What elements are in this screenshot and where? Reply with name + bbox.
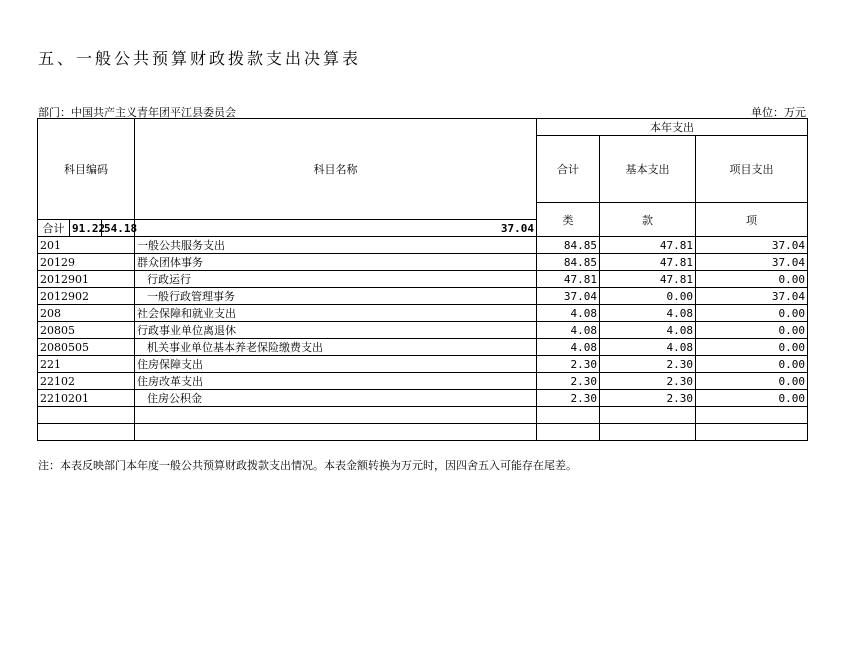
row-project: 37.04 <box>696 237 808 254</box>
empty-cell <box>537 407 600 424</box>
row-code: 2080505 <box>38 339 135 356</box>
row-code: 208 <box>38 305 135 322</box>
row-basic: 47.81 <box>600 271 696 288</box>
row-code: 2210201 <box>38 390 135 407</box>
empty-cell <box>696 407 808 424</box>
header-basic: 基本支出 <box>600 136 696 203</box>
row-code: 20805 <box>38 322 135 339</box>
table-row <box>38 305 808 322</box>
row-code: 2012901 <box>38 271 135 288</box>
header-lei: 类 <box>537 203 600 237</box>
empty-row <box>38 407 808 424</box>
empty-cell <box>135 407 537 424</box>
row-name: 机关事业单位基本养老保险缴费支出 <box>135 339 537 356</box>
empty-cell <box>38 424 135 441</box>
header-name: 科目名称 <box>135 119 537 220</box>
expenditure-table <box>37 118 808 441</box>
row-total: 37.04 <box>537 288 600 305</box>
table-row <box>38 339 808 356</box>
empty-cell <box>537 424 600 441</box>
row-name: 社会保障和就业支出 <box>135 305 537 322</box>
row-project: 0.00 <box>696 271 808 288</box>
department-label: 部门：中国共产主义青年团平江县委员会 <box>38 106 236 119</box>
table-row <box>38 237 808 254</box>
row-project: 0.00 <box>696 305 808 322</box>
table-row <box>38 373 808 390</box>
total-total: 91.22 <box>70 220 102 237</box>
header-code: 科目编码 <box>38 119 135 220</box>
row-name: 住房改革支出 <box>135 373 537 390</box>
header-year-expense: 本年支出 <box>537 119 808 136</box>
row-name: 住房公积金 <box>135 390 537 407</box>
row-basic: 47.81 <box>600 254 696 271</box>
row-code: 221 <box>38 356 135 373</box>
row-code: 201 <box>38 237 135 254</box>
empty-cell <box>135 424 537 441</box>
row-basic: 4.08 <box>600 339 696 356</box>
empty-cell <box>696 424 808 441</box>
page-title: 五、一般公共预算财政拨款支出决算表 <box>38 49 362 68</box>
row-basic: 2.30 <box>600 390 696 407</box>
row-basic: 2.30 <box>600 356 696 373</box>
row-total: 84.85 <box>537 237 600 254</box>
row-project: 0.00 <box>696 322 808 339</box>
row-name: 行政运行 <box>135 271 537 288</box>
row-project: 37.04 <box>696 254 808 271</box>
header-project: 项目支出 <box>696 136 808 203</box>
table-row <box>38 322 808 339</box>
row-total: 2.30 <box>537 356 600 373</box>
row-basic: 4.08 <box>600 322 696 339</box>
row-code: 2012902 <box>38 288 135 305</box>
row-project: 0.00 <box>696 390 808 407</box>
empty-cell <box>38 407 135 424</box>
header-xiang: 项 <box>696 203 808 237</box>
row-total: 84.85 <box>537 254 600 271</box>
empty-cell <box>600 407 696 424</box>
row-code: 20129 <box>38 254 135 271</box>
table-row <box>38 390 808 407</box>
table-row <box>38 288 808 305</box>
total-label: 合计 <box>38 220 70 237</box>
header-total: 合计 <box>537 136 600 203</box>
row-total: 2.30 <box>537 390 600 407</box>
row-project: 37.04 <box>696 288 808 305</box>
row-total: 4.08 <box>537 305 600 322</box>
table-row <box>38 356 808 373</box>
footnote: 注：本表反映部门本年度一般公共预算财政拨款支出情况。本表金额转换为万元时，因四舍五入可能存在尾差。 <box>38 459 577 472</box>
row-total: 2.30 <box>537 373 600 390</box>
row-name: 一般公共服务支出 <box>135 237 537 254</box>
row-total: 47.81 <box>537 271 600 288</box>
row-code: 22102 <box>38 373 135 390</box>
row-basic: 0.00 <box>600 288 696 305</box>
row-name: 住房保障支出 <box>135 356 537 373</box>
row-basic: 47.81 <box>600 237 696 254</box>
row-name: 群众团体事务 <box>135 254 537 271</box>
empty-row <box>38 424 808 441</box>
row-project: 0.00 <box>696 339 808 356</box>
empty-cell <box>600 424 696 441</box>
row-basic: 4.08 <box>600 305 696 322</box>
total-project: 37.04 <box>135 220 537 237</box>
table-row <box>38 271 808 288</box>
row-total: 4.08 <box>537 339 600 356</box>
row-basic: 2.30 <box>600 373 696 390</box>
row-project: 0.00 <box>696 356 808 373</box>
row-name: 行政事业单位离退休 <box>135 322 537 339</box>
table-row <box>38 254 808 271</box>
row-total: 4.08 <box>537 322 600 339</box>
header-kuan: 款 <box>600 203 696 237</box>
row-name: 一般行政管理事务 <box>135 288 537 305</box>
row-project: 0.00 <box>696 373 808 390</box>
total-basic: 54.18 <box>102 220 135 237</box>
unit-label: 单位：万元 <box>751 106 806 119</box>
